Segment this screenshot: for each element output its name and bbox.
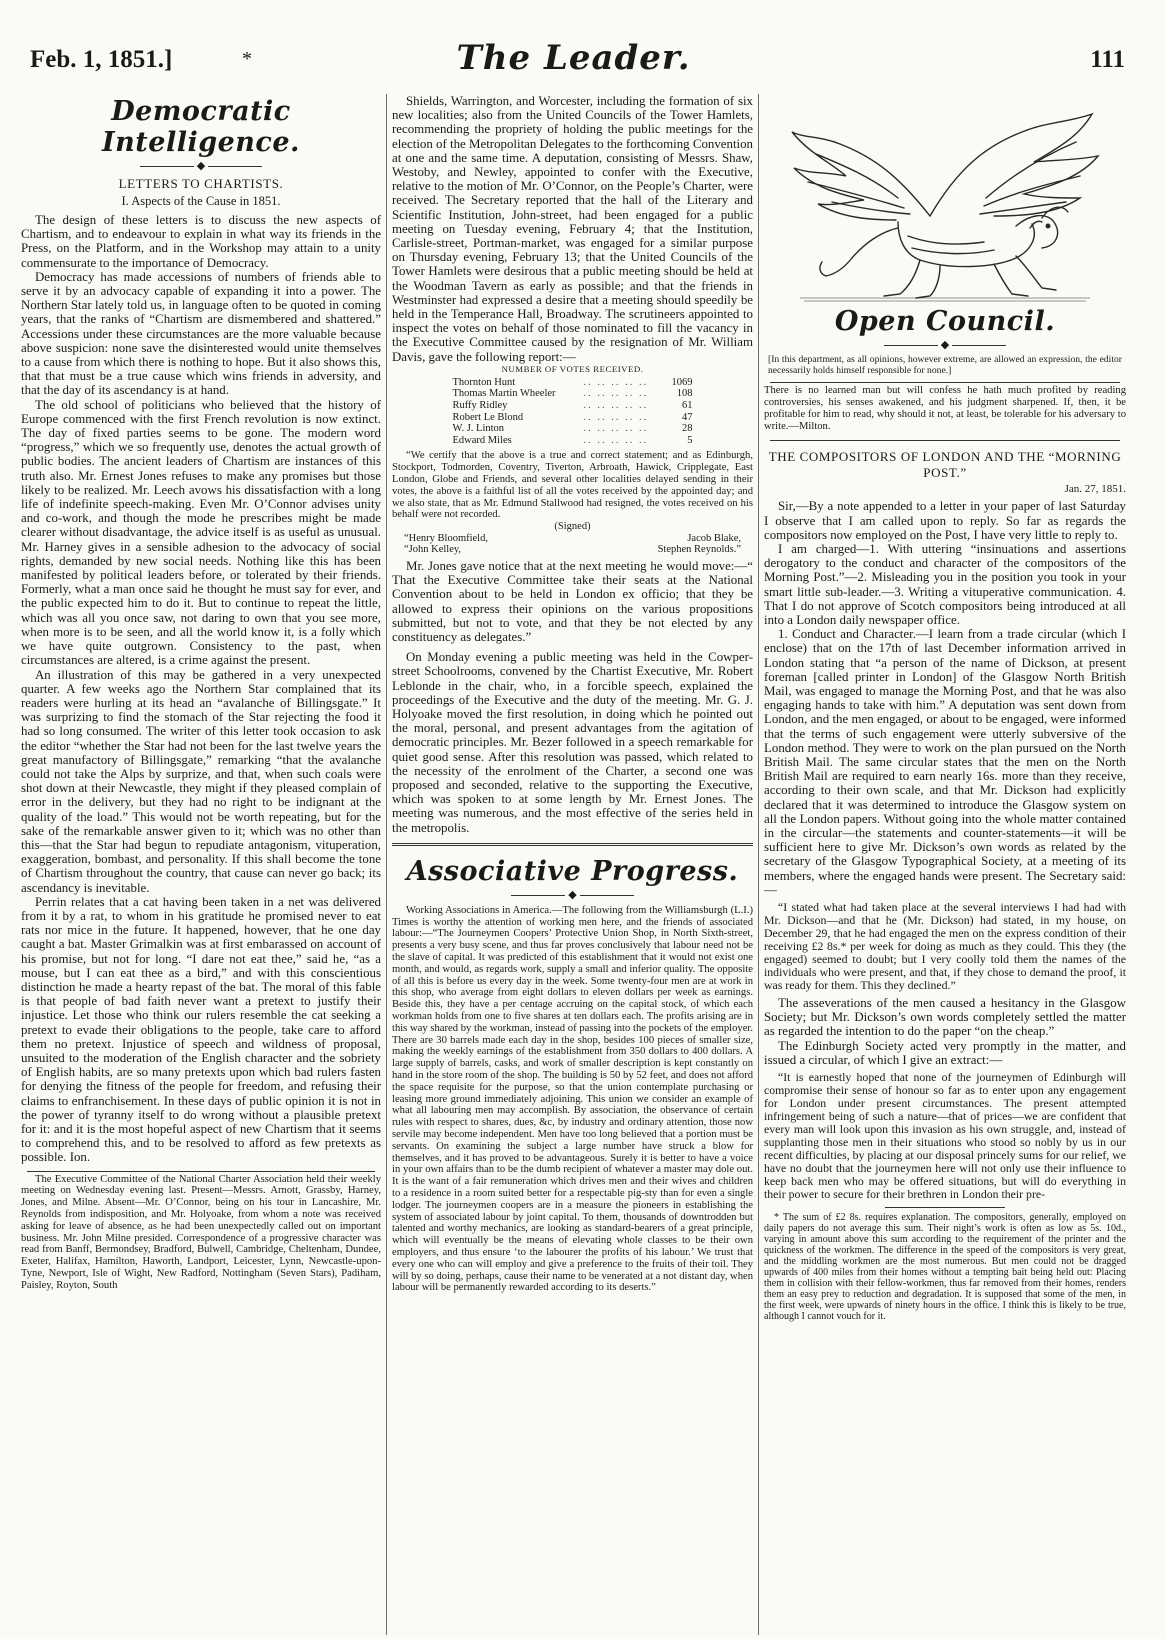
- article-paragraph: Sir,—By a note appended to a letter in your paper of last Saturday I observe that I am called upon to reply. So far as regards the compositors now employed on the Post, I have very little to reply to.: [764, 499, 1126, 542]
- vote-count: 47: [682, 411, 693, 423]
- double-divider: [392, 843, 753, 846]
- griffin-engraving: [780, 98, 1110, 304]
- ornament-divider: ◆: [392, 889, 753, 901]
- letter-date: Jan. 27, 1851.: [1064, 483, 1126, 496]
- leader-dots: .. .. .. .. ..: [583, 434, 649, 446]
- article-paragraph: Mr. Jones gave notice that at the next meeting he would move:—“ That the Executive Committee take their seats at the National Convention about to be held in London ex officio; that they be allowed to express their opinions on the various propositions submitted, but not to vote, and that they be not elected by any constituency as delegates.”: [392, 558, 753, 644]
- masthead: [16, 0, 1131, 78]
- quoted-passage: “It is earnestly hoped that none of the journeymen of Edinburgh will compromise their sense of honour so far as to enter upon any engagement for London under present circumstances. The present attempted infringement being of such a nature—that of prices—we are confident that every man will look upon this invasion as his own struggle, and, instead of supplanting those men in their situations who stood so nobly by us in our recent difficulties, by placing at our disposal princely sums for our relief, we have no doubt that the journeymen here will not only use their influence to keep back men who may be offered situations, but will do everything in their power to secure for their brethren in London their pre-: [764, 1070, 1126, 1202]
- column-2: [387, 94, 759, 1635]
- column-1: [16, 94, 387, 1635]
- article-paragraph: On Monday evening a public meeting was held in the Cowper-street Schoolrooms, convened by the Chartist Executive, Mr. Robert Leblonde in the chair, who, in a forcible speech, explained the proceedings of the Executive and the duty of the meeting. Mr. G. J. Holyoake moved the first resolution, in doing which he pointed out the moral, personal, and present advantages from the agitation of democratic principles. Mr. Bezer followed in a speech remarkable for quiet good sense. After this resolution was passed, which related to the necessity of the enrolment of the Charter, a second one was proposed and seconded, relative to the supporting the Executive, which was spoken to at some length by Mr. Ernest Jones. The meeting was numerous, and the most effective of the series held in the metropolis.: [392, 650, 753, 835]
- signed-label: (Signed): [554, 521, 591, 533]
- section-heading-associative: Associative Progress.: [406, 855, 739, 887]
- signature: Jacob Blake,: [687, 532, 741, 544]
- vote-count: 61: [682, 400, 693, 412]
- milton-epigraph: There is no learned man but will confess he hath much profited by reading controversies, his senses awakened, and his judgment sharpened. If, then, it be profitable for him to read, why should it not, at least, be tolerable for his adversary to write.—Milton.: [764, 385, 1126, 432]
- page-number: 111: [1090, 46, 1125, 73]
- candidate-name: Edward Miles: [452, 434, 512, 446]
- table-row: [453, 388, 693, 400]
- article-paragraph: Working Associations in America.—The following from the Williamsburgh (L.I.) Times is worthy the attention of working men here, and the friends of associated labour:—“The Journeymen Coopers’ Protective Union Shop, in North Sixth-street, presents a very busy scene, and thus far proves conclusively that labour need not be the slave of capital. It was predicted of this establishment that it would not exist one month, and would, as regards work, supply a small and inferior quality. The opposite of all this is before us every day in the week. Some twenty-four men are at work in this shop, who average from eight dollars to eleven dollars per week as earnings. Beside this, they have a per centage accruing on the capital stock, of which each workman holds from one to five shares at ten dollars each. The profits arising are in this way shared by the workman, instead of passing into the pockets of the employer. There are 30 barrels made each day in the shop, besides 100 pieces of smaller size, making the weekly earnings of the establishment from 350 dollars to 400 dollars. A large supply of barrels, casks, and work of smaller description is kept constantly on hand in the store room of the shop. The building is 50 by 52 feet, and does not afford the space requisite for the purpose, so that the union contemplate purchasing or leasing more ground immediately adjoining. This union we consider an example of what all labouring men may accomplish. By association, the observance of certain rules with respect to shares, dues, &c, by industry and ordinary attention, those now servile may become independent. Men have too long believed that a portion must be servants. On examining the subject a large number have struck a blow for themselves, and it has proved to be advantageous. Surely it is better to have a voice in your own affairs than to be the dumb recipient of whatever a master may dole out. It is the want of a fair remuneration which drives men and their wives and children to a residence in a room suited better for a respectable pig-sty than for even a single lodger. The journeymen coopers are in a measure the pioneers in establishing the system of associated labour by joint capital. To them, thousands of downtrodden but talented and worthy mechanics, are looking as standard-bearers of a great principle, which will eventually be the means of elevating whole classes to be their own employers, and thus ensure ‘to the labourer the profits of his labour.’ We trust that every one who can will employ and give a preference to the fruits of their toil. They will by so doing, perhaps, cause their name to be venerated at a not distant day, when labour will be permanently rewarded according to its deserts.”: [392, 904, 753, 1294]
- signatures-row: [392, 544, 753, 556]
- letter-title: THE COMPOSITORS OF LONDON AND THE “MORNING POST.”: [768, 449, 1122, 481]
- issue-date: Feb. 1, 1851.]: [30, 46, 173, 73]
- table-row: [453, 435, 693, 447]
- columns: [16, 94, 1131, 1635]
- section-heading-democratic: Democratic Intelligence.: [102, 96, 300, 158]
- table-row: [453, 377, 693, 389]
- editorial-disclaimer: [In this department, as all opinions, however extreme, are allowed an expression, the editor necessarily holds himself responsible for none.]: [768, 354, 1122, 376]
- article-paragraph: The design of these letters is to discuss the new aspects of Chartism, and to endeavour to explain in what way its friends in the Press, on the Platform, and in the Workshop may attain to a unity commensurate to the importance of Democracy.: [21, 213, 381, 270]
- certification-text: “We certify that the above is a true and correct statement; and as Edinburgh, Stockport, Todmorden, Coventry, Tiverton, Arbroath, Hawick, Cripplegate, East London, Globe and Friends, and several other localities delayed sending in their votes, the above is a faithful list of all the votes received by the appointed day; and we also state, that as Mr. Edmund Stallwood had resigned, the votes received on his behalf were not recorded.: [392, 450, 753, 521]
- leader-dots: .. .. .. .. ..: [583, 376, 649, 388]
- section-heading-open-council: Open Council.: [834, 306, 1056, 337]
- ornament-divider: ◆: [764, 339, 1126, 351]
- table-row: [453, 400, 693, 412]
- leader-dots: .. .. .. .. ..: [583, 400, 649, 412]
- leader-dots: .. .. .. .. ..: [583, 388, 649, 400]
- table-row: [453, 423, 693, 435]
- footnote: * The sum of £2 8s. requires explanation. The compositors, generally, employed on daily papers do not average this sum. Their night’s work is often as low as 5s. 10d., varying in amount above this sum according to the requirement of the printer and the quickness of the workmen. The difference in the speed of the compositors is very great, and the middling workmen are the most numerous. But men could not be dragged upwards of 400 miles from their homes without a tempting bait being held out: Placing them in collision with their fellow-workmen, thus far removed from their homes, renders them an easy prey to reduction and degradation. It is supposed that some of the men, in the first week, were upwards of ninety hours in the office. I think this is likely to be true, although I cannot vouch for it.: [764, 1212, 1126, 1323]
- divider: [770, 440, 1120, 441]
- candidate-name: Robert Le Blond: [452, 411, 524, 423]
- star-mark: *: [242, 48, 252, 70]
- divider: [770, 382, 1120, 383]
- article-paragraph: Democracy has made accessions of numbers of friends able to serve it by an advocacy capable of expanding it into a power. The Northern Star lately told us, in language often to be quoted in coming years, that the ranks of “Chartism are dismembered and shattered.” Accessions under these circumstances are the more valuable because above suspicion: none save the disinterested would unite themselves to a cause from which there is nothing to hope. But it also shows this, that that must be a true cause which wins friends in adversity, and that the day of its ascendancy is at hand.: [21, 269, 381, 398]
- article-paragraph: 1. Conduct and Character.—I learn from a trade circular (which I enclose) that on the 17th of last December information arrived in London stating that “a person of the name of Dickson, at present foreman [called printer in London] of the Glasgow North British Mail, was engaged to manage the Morning Post, and that he was also engaging hands to take with him.” A deputation was sent down from London, and the men engaged, or about to be engaged, were informed that the terms of such engagement were utterly subversive of the London method. They were to work on the plan pursued on the North British Mail. The same circular states that the men on the North British Mail are required to earn nearly 16s. more than they receive, according to their own scale, and that Mr. Dickson had explicitly declared that it was determined to introduce the Glasgow system on all the London papers. Without going into the whole matter contained in the circular—the statements and counter-statements—it will be sufficient here to give Mr. Dickson’s own words as related by the secretary of the Glasgow Typographical Society, at a meeting of its members, where the engaged hands were present. The Secretary said:—: [764, 627, 1126, 897]
- signature: “Henry Bloomfield,: [404, 532, 488, 544]
- signature: “John Kelley,: [404, 544, 462, 556]
- article-paragraph: The old school of politicians who believed that the history of Europe commenced with the first French revolution is now extinct. The day of fixed parties seems to be gone. The modern word “progress,” which we so frequently use, denotes the actual growth of public bodies. The ancient leaders of Chartism are instances of this truth also. Mr. Ernest Jones refuses to make any promises but those likely to be realized. Mr. Leech avows his dissatisfaction with a long life of indefinite speech-making. Even Mr. O’Connor advises unity and co-work, and though the mode he prescribes might be made clearer without disadvantage, the advice itself is as useful as unusual. Mr. Harney gives in a sensible adhesion to the advocacy of social rights, demanded by new social needs. Nothing like this has been manifested by political leaders before, or tolerated by their friends. Formerly, what a man once said he thought he must say for ever, and the public expected him to do it. But to continue to repeat the little, which was all you once saw, not daring to own that you see more, when more is to be seen, and all the world know it, is a folly which we have quite outgrown. Consistency to the past, when circumstances are altered, is a crime against the present.: [21, 397, 381, 668]
- executive-report: The Executive Committee of the National Charter Association held their weekly meeting on Wednesday evening last. Present—Messrs. Arnott, Grassby, Harney, Jones, and Milne. Absent—Mr. O’Connor, being on his tour in Lancashire, Mr. Reynolds from indisposition, and Mr. Holyoake, from whom a note was received asking for leave of absence, as he had been unexpectedly called out on important business. Mr. John Milne presided. Correspondence of a progressive character was read from Banff, Bermondsey, Bradford, Bulwell, Cambridge, Cheltenham, Dundee, Exeter, Halifax, Hamilton, Haworth, Landport, Leicester, Lynn, Newcastle-upon-Tyne, Newport, Isle of Wight, New Radford, Nottingham (Seven Stars), Padiham, Paisley, Royton, South: [21, 1173, 381, 1291]
- leader-dots: .. .. .. .. ..: [583, 423, 649, 435]
- candidate-name: W. J. Linton: [452, 423, 505, 435]
- article-paragraph: Shields, Warrington, and Worcester, including the formation of six new localities; also from the United Councils of the Tower Hamlets, recommending the propriety of holding the public meetings for the election of the Metropolitan Delegates to the forthcoming Convention at one and the same time. A deputation, consisting of Messrs. Shaw, Westoby, and Newley, appointed to confer with the Executive, relative to the motion of Mr. O’Connor, on the People’s Charter, were received. The Secretary reported that the hall of the Literary and Scientific Institution, John-street, had been engaged for a public meeting on Tuesday evening, February 4; that the Institution, Carlisle-street, Portman-market, was engaged for a similar purpose on Thursday evening, February 13; that the United Councils of the Tower Hamlets were desirous that a public meeting should be held at the Woodman Tavern as early as possible; and that the friends in Westminster had expressed a desire that a meeting should speedily be held in the Temperance Hall, Broadway. The scrutineers appointed to inspect the votes on behalf of those nominated to fill the vacancy in the Executive Committee caused by the resignation of Mr. William Davis, gave the following report:—: [392, 94, 753, 364]
- candidate-name: Ruffy Ridley: [452, 400, 508, 412]
- column-3: [759, 94, 1131, 1635]
- votes-title: NUMBER OF VOTES RECEIVED.: [501, 363, 644, 374]
- article-paragraph: The asseverations of the men caused a hesitancy in the Glasgow Society; but Mr. Dickson’s own words completely settled the matter as regarded the intention to do the paper “on the cheap.”: [764, 996, 1126, 1039]
- article-paragraph: Perrin relates that a cat having been taken in a net was delivered from it by a rat, to whom in his gratitude he promised never to eat rats nor mice in the future. It happened, however, that he one day caught a bat. Master Grimalkin was at first embarassed on account of his promise, but not for long. “I dare not eat thee,” said he, “as a mouse, but I can eat thee as a bird,” and with this conscientious distinction he made a hearty repast of the bat. The moral of this fable is that people of bad faith never want a pretext to justify their injustice. Let those who think our rulers resemble the cat seeking a pretext to evade their obligations to the people, take care to afford them no pretext. Injustice of speech and wildness of proposal, unsuited to the moderation of the English character and the sobriety of English habits, are so many pretexts upon which bad rulers fasten for denying the fitness of the people for freedom, and refusing their claims to enfranchisement. In these days of public opinion it is not in the power of tyranny itself to do wrong without a plausible pretext for it: and it is the most hopeful aspect of new Chartism that it seems to comprehend this, and to be resolved to afford as few pretexts as possible. Ion.: [21, 894, 381, 1165]
- article-paragraph: The Edinburgh Society acted very promptly in the matter, and issued a circular, of which I give an extract:—: [764, 1038, 1126, 1067]
- table-row: [453, 412, 693, 424]
- signatures-row: [392, 533, 753, 545]
- candidate-name: Thomas Martin Wheeler: [452, 388, 556, 400]
- article-paragraph: I am charged—1. With uttering “insinuations and assertions derogatory to the conduct and character of the compositors of the Morning Post.”—2. Misleading you in the position you took in your smart little sub-leader.—3. Writing a vituperative communication. 4. That I do not approve of Scotch compositors being introduced at all into a London daily newspaper office.: [764, 541, 1126, 627]
- vote-count: 5: [687, 434, 693, 446]
- footnote-rule: [885, 1207, 1005, 1208]
- signature: Stephen Reynolds.”: [657, 544, 741, 556]
- newspaper-title: The Leader.: [456, 38, 691, 78]
- quoted-passage: “I stated what had taken place at the several interviews I had had with Mr. Dickson—and that he (Mr. Dickson) had stated, in my house, on December 29, that he had engaged the men on the express condition of their receiving £2 8s.* per week for doing as much as they could. This they (the engaged) seemed to doubt; but I very coolly told them the names of the individuals who were present, and that, if they chose to demand the proof, it was ready for them. This they declined.”: [764, 900, 1126, 993]
- ornament-divider: ◆: [21, 160, 381, 172]
- vote-count: 28: [682, 423, 693, 435]
- leader-dots: .. .. .. .. ..: [583, 411, 649, 423]
- votes-table: [453, 377, 693, 447]
- candidate-name: Thornton Hunt: [452, 376, 516, 388]
- letters-subtitle: I. Aspects of the Cause in 1851.: [121, 194, 281, 208]
- vote-count: 1069: [671, 376, 693, 388]
- article-paragraph: An illustration of this may be gathered in a very unexpected quarter. A few weeks ago the Northern Star complained that its readers were hurling at its head an “avalanche of Billingsgate.” It was surprizing to find the stomach of the Star rejecting the food it had so long consumed. The writer of this letter took occasion to ask the editor “whether the Star had not been for the last twelve years the great manufactory of Billingsgate,” remarking “that the avalanche could not take the Alps by surprize, and that, when such coals were shot down at their Newcastle, they might if they pleased complain of error in the delivery, but they had no right to be indignant at the quality of the load.” This would not be worth repeating, but for the sake of the remarkable answer given to it; which was no other than this—that the Star had begun to repudiate antagonism, vituperation, exaggeration, bombast, and personality. If this shall become the tone of Chartism throughout the country, that cause can never go back; its ascendancy is inevitable.: [21, 667, 381, 895]
- divider: [27, 1171, 375, 1172]
- letters-title: LETTERS TO CHARTISTS.: [118, 176, 284, 191]
- vote-count: 108: [676, 388, 693, 400]
